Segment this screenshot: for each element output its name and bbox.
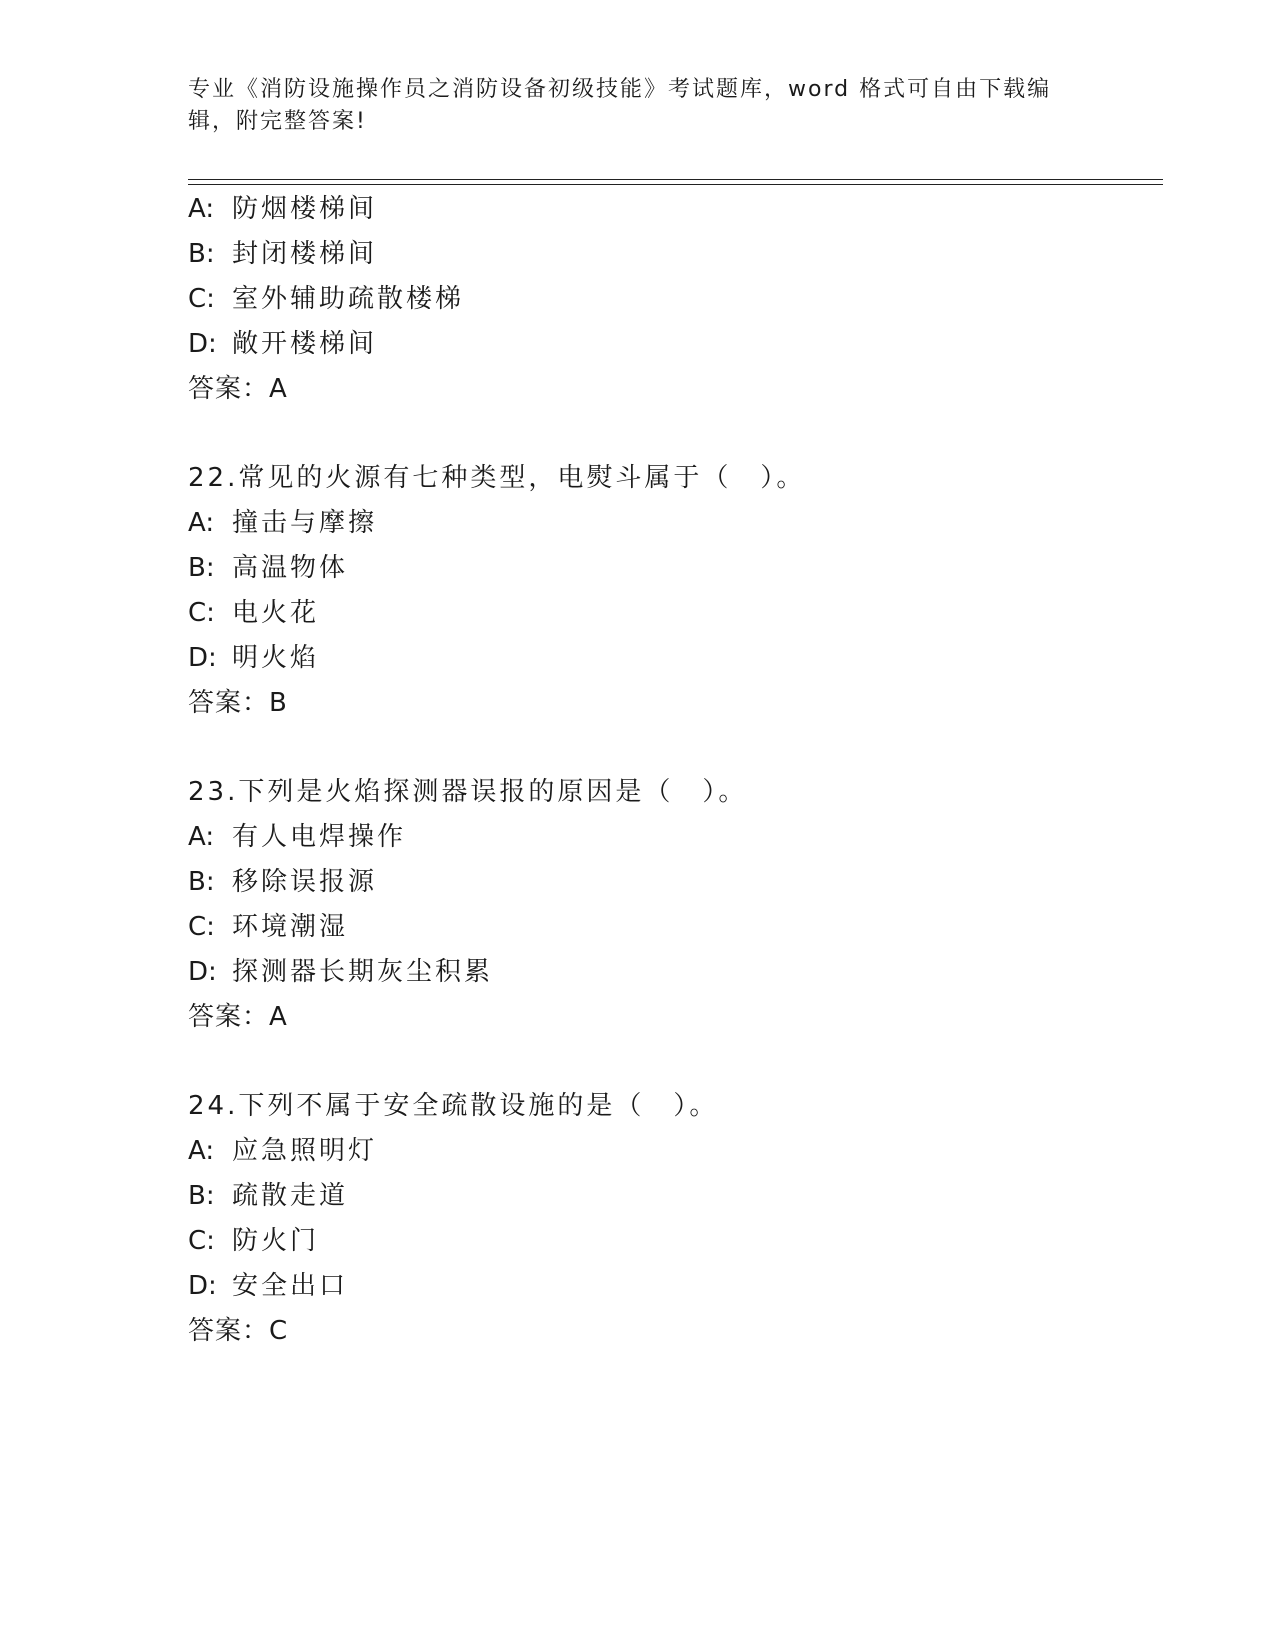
option-line <box>188 238 377 270</box>
option-letter: A: <box>188 822 215 852</box>
option-letter: B: <box>188 239 215 269</box>
option-line <box>188 328 377 360</box>
option-line <box>188 597 319 629</box>
option-line <box>188 821 406 853</box>
option-line <box>188 956 493 988</box>
option-letter: A: <box>188 1136 215 1166</box>
option-text: 环境潮湿 <box>232 912 349 942</box>
option-line <box>188 1270 348 1302</box>
option-letter: D: <box>188 957 217 987</box>
option-text: 移除误报源 <box>232 867 378 897</box>
option-line <box>188 642 319 674</box>
option-letter: B: <box>188 1181 215 1211</box>
option-line <box>188 1180 348 1212</box>
option-line <box>188 507 377 539</box>
option-text: 防烟楼梯间 <box>232 194 378 224</box>
option-text: 撞击与摩擦 <box>232 508 378 538</box>
option-text: 有人电焊操作 <box>232 822 407 852</box>
option-text: 封闭楼梯间 <box>232 239 378 269</box>
option-letter: A: <box>188 194 215 224</box>
option-text: 疏散走道 <box>232 1181 349 1211</box>
option-line <box>188 1225 319 1257</box>
option-letter: C: <box>188 284 215 314</box>
option-line <box>188 552 348 584</box>
option-letter: B: <box>188 553 215 583</box>
option-letter: A: <box>188 508 215 538</box>
header-rule-top <box>188 179 1163 180</box>
option-line <box>188 1135 377 1167</box>
answer-line: 答案：A <box>188 1002 288 1032</box>
question-stem: 22.常见的火源有七种类型，电熨斗属于（ ）。 <box>188 463 806 493</box>
option-text: 防火门 <box>232 1226 320 1256</box>
option-letter: C: <box>188 598 215 628</box>
option-letter: B: <box>188 867 215 897</box>
option-text: 应急照明灯 <box>232 1136 378 1166</box>
question-stem: 24.下列不属于安全疏散设施的是（ ）。 <box>188 1091 719 1121</box>
option-text: 安全出口 <box>232 1271 349 1301</box>
document-header: 专业《消防设施操作员之消防设备初级技能》考试题库，word 格式可自由下载编辑，附完整答案! <box>188 77 1052 134</box>
option-text: 探测器长期灰尘积累 <box>232 957 494 987</box>
option-letter: D: <box>188 643 217 673</box>
answer-line: 答案：C <box>188 1316 289 1346</box>
option-letter: C: <box>188 912 215 942</box>
option-letter: D: <box>188 1271 217 1301</box>
answer-line: 答案：B <box>188 688 288 718</box>
option-line <box>188 283 464 315</box>
answer-line: 答案：A <box>188 374 288 404</box>
option-letter: D: <box>188 329 217 359</box>
option-text: 高温物体 <box>232 553 349 583</box>
header-rule-bottom <box>188 184 1163 185</box>
option-text: 室外辅助疏散楼梯 <box>232 284 465 314</box>
option-text: 电火花 <box>232 598 320 628</box>
option-text: 明火焰 <box>232 643 320 673</box>
option-line <box>188 911 348 943</box>
question-stem: 23.下列是火焰探测器误报的原因是（ ）。 <box>188 777 748 807</box>
option-letter: C: <box>188 1226 215 1256</box>
option-text: 敞开楼梯间 <box>232 329 378 359</box>
option-line <box>188 193 377 225</box>
option-line <box>188 866 377 898</box>
